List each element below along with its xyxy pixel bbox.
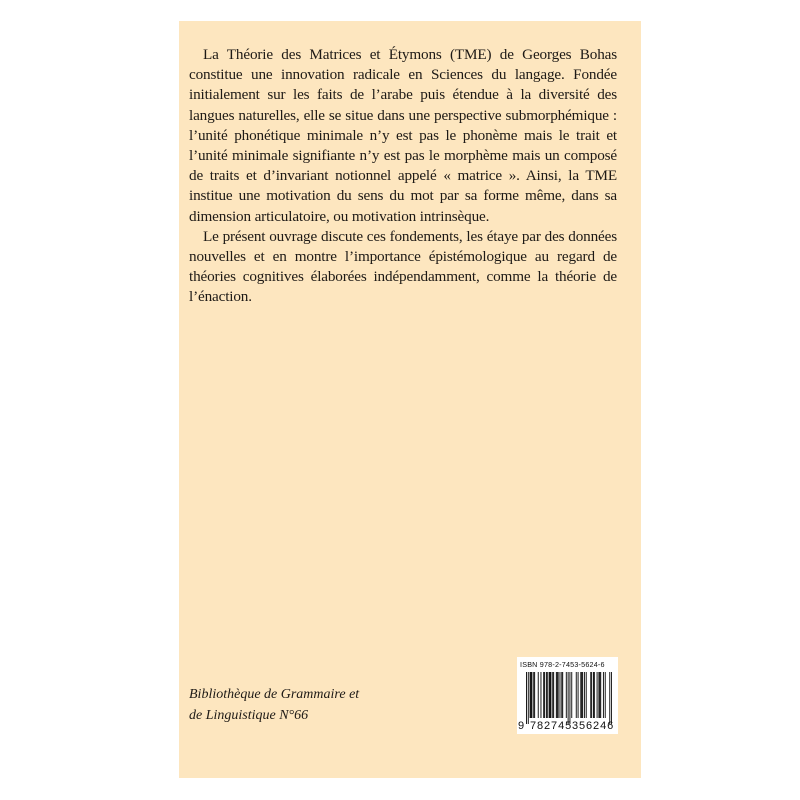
barcode-bar	[584, 672, 585, 718]
series-line-1: Bibliothèque de Grammaire et	[189, 687, 360, 702]
back-cover	[179, 21, 641, 778]
series-title	[189, 684, 359, 726]
barcode-bar	[530, 672, 531, 718]
barcode-bar	[598, 672, 599, 718]
isbn-label: ISBN 978-2-7453-5624-6	[520, 660, 605, 669]
barcode-bar	[593, 672, 594, 718]
barcode-bar	[553, 672, 554, 718]
barcode-bar	[552, 672, 553, 718]
barcode-bar	[566, 672, 567, 718]
barcode-bar	[600, 672, 601, 718]
blurb-text	[189, 45, 617, 308]
barcode-bar	[556, 672, 557, 718]
barcode-bar	[531, 672, 532, 718]
barcode-guard-bar	[609, 672, 610, 724]
barcode-bar	[533, 672, 534, 718]
barcode-bar	[558, 672, 559, 718]
barcode-bar	[603, 672, 604, 718]
blurb-paragraph-2: Le présent ouvrage discute ces fondements, les étaye par des données nouvelles et en montre l’importance épistémologique au regard de théories cognitives élaborées indépendamment, comme la théorie de l’énaction.	[189, 227, 617, 306]
series-line-2: de Linguistique N°66	[189, 708, 309, 723]
barcode-bar	[590, 672, 591, 718]
barcode-bar	[549, 672, 550, 718]
barcode-guard-bar	[568, 672, 569, 724]
barcode-bar	[580, 672, 581, 718]
barcode-bar	[544, 672, 545, 718]
barcode-bar	[571, 672, 572, 718]
barcode-bar	[582, 672, 583, 718]
barcode-bar	[550, 672, 551, 718]
barcode-guard-bar	[528, 672, 529, 724]
barcode-bar	[557, 672, 558, 718]
barcode-bar	[597, 672, 598, 718]
barcode-bar	[550, 672, 551, 718]
barcode-guard-bar	[569, 672, 570, 724]
blurb-paragraph-1: La Théorie des Matrices et Étymons (TME) de Georges Bohas constitue une innovation radicale en Sciences du langage. Fondée initialement sur les faits de l’arabe puis étendue à la diversité des langues naturelles, elle se situe dans une perspective submorphémique : l’unité phonétique minimale n’y est pas le phonème mais le trait et l’unité minimale signifiante n’y est pas le morphème mais un composé de traits et d’invariant notionnel appelé « matrice ». Ainsi, la TME institue une motivation du sens du mot par sa forme même, dans sa dimension articulatoire, ou motivation intrinsèque.	[189, 46, 617, 225]
ean-first-digit: 9	[518, 720, 525, 732]
barcode-bar	[586, 672, 587, 718]
ean-left-group: 782745	[530, 720, 573, 732]
barcode-bar	[578, 672, 579, 718]
barcode-image	[526, 672, 612, 724]
barcode-bar	[546, 672, 547, 718]
barcode-bar	[599, 672, 600, 718]
barcode-bar	[581, 672, 582, 718]
barcode-bar	[561, 672, 562, 718]
barcode-bar	[547, 672, 548, 718]
barcode-guard-bar	[611, 672, 612, 724]
barcode-bar	[591, 672, 592, 718]
ean-digits	[517, 720, 618, 732]
ean-right-group: 356246	[572, 720, 615, 732]
barcode-bar	[605, 672, 606, 718]
barcode-bar	[559, 672, 560, 718]
barcode-bar	[543, 672, 544, 718]
isbn-barcode-block	[517, 657, 618, 734]
barcode-bar	[534, 672, 535, 718]
barcode-bar	[538, 672, 539, 718]
barcode-bar	[562, 672, 563, 718]
barcode-bar	[540, 672, 541, 718]
barcode-bar	[594, 672, 595, 718]
barcode-guard-bar	[526, 672, 527, 724]
barcode-bar	[576, 672, 577, 718]
barcode-bar	[531, 672, 532, 718]
